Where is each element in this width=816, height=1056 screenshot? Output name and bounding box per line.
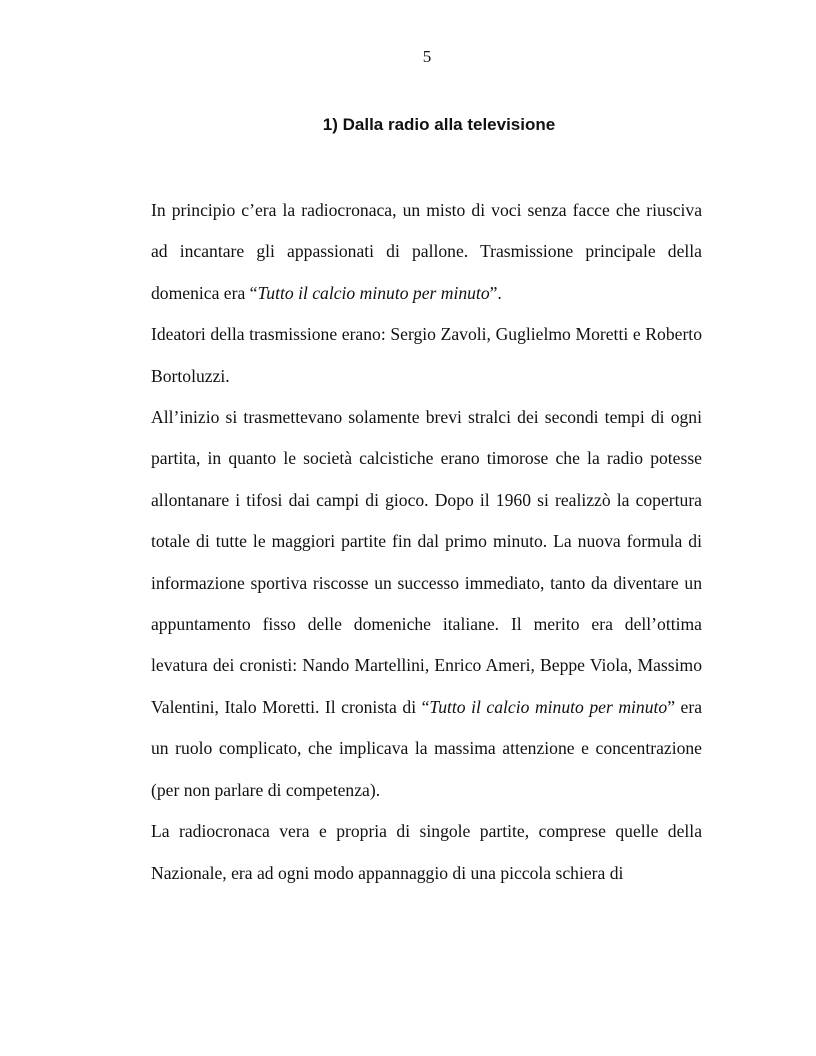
section-title: 1) Dalla radio alla televisione xyxy=(322,115,556,134)
paragraph-1-text-b: ”. xyxy=(489,282,502,303)
program-title-italic: Tutto il calcio minuto per minuto xyxy=(257,282,490,303)
body-text xyxy=(151,190,702,894)
paragraph-2: Ideatori della trasmissione erano: Sergio Zavoli, Guglielmo Moretti e Roberto Bortoluzzi. xyxy=(151,324,702,386)
paragraph-1 xyxy=(151,190,702,314)
paragraph-4: La radiocronaca vera e propria di singole partite, comprese quelle della Nazionale, era ad ogni modo appannaggio di una piccola schiera di xyxy=(151,821,702,883)
paragraph-3 xyxy=(151,397,702,811)
paragraph-1-text-a: In principio c’era la radiocronaca, un misto di voci senza facce che riusciva ad incantare gli appassionati di pallone. Trasmissione principale della domenica era “ xyxy=(151,200,702,303)
paragraph-3-text-a: All’inizio si trasmettevano solamente brevi stralci dei secondi tempi di ogni partita, in quanto le società calcistiche erano timorose che la radio potesse allontanare i tifosi dai campi di gioco. Dopo il 1960 si realizzò la copertura totale di tutte le maggiori partite fin dal primo minuto. La nuova formula di informazione sportiva riscosse un successo immediato, tanto da diventare un appuntamento fisso delle domeniche italiane. Il merito era dell’ottima levatura dei cronisti: Nando Martellini, Enrico Ameri, Beppe Viola, Massimo Valentini, Italo Moretti. Il cronista di “ xyxy=(151,407,702,717)
page-number: 5 xyxy=(422,47,432,66)
paragraph-3-text-b: ” era un ruolo complicato, che implicava la massima attenzione e concentrazione (per non parlare di competenza). xyxy=(151,696,703,800)
program-title-italic: Tutto il calcio minuto per minuto xyxy=(429,696,668,717)
